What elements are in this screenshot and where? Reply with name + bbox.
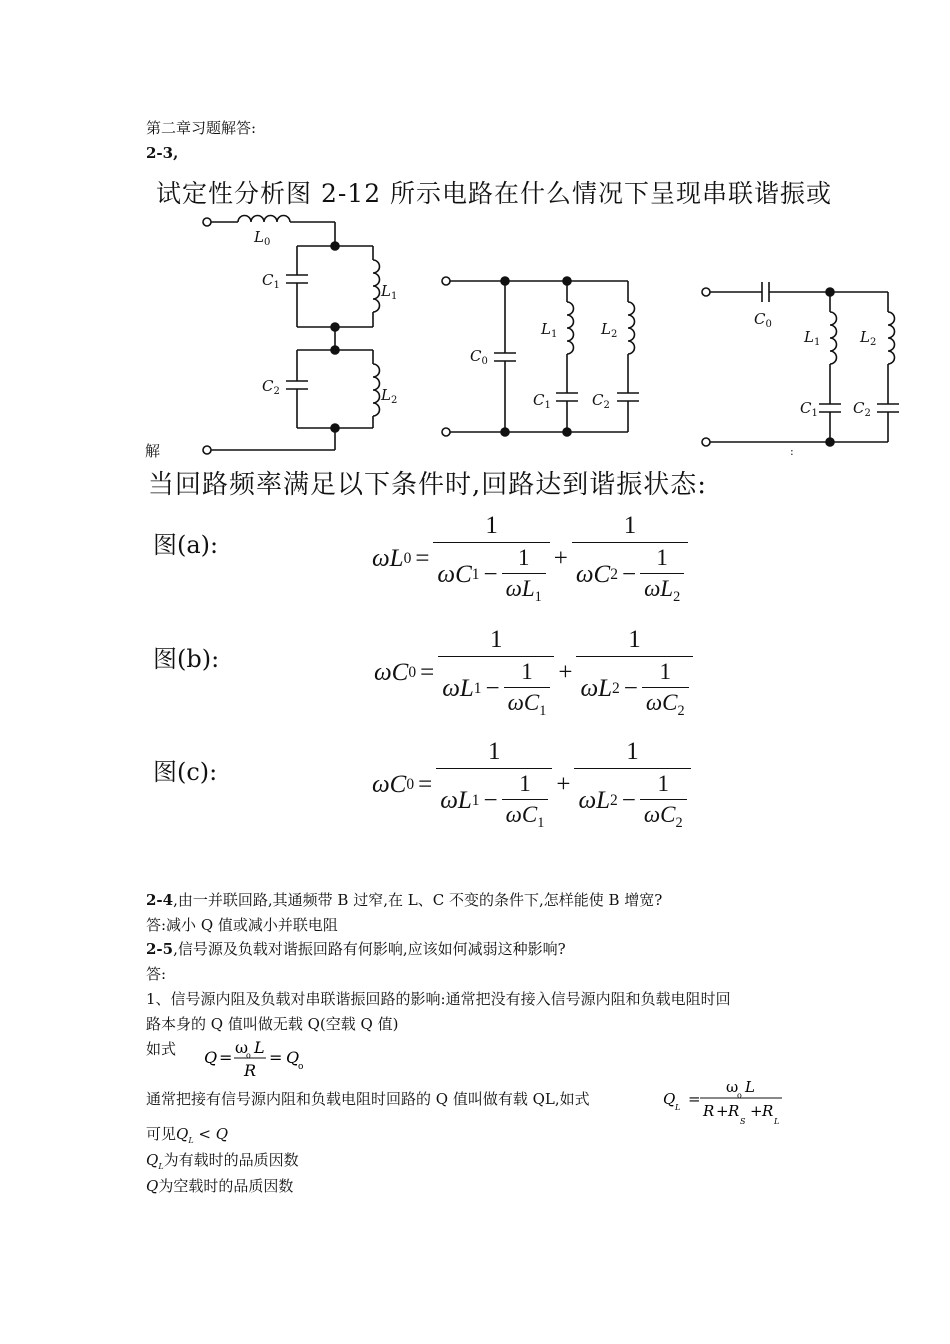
answer-mark: 解 (145, 442, 161, 460)
label-b-L2: $L_2$ (601, 320, 618, 340)
svg-text:Q: Q (286, 1048, 300, 1067)
label-a-L2: $L_2$ (381, 386, 398, 406)
ql-definition: $Q_L$为有载时的品质因数 (146, 1151, 299, 1171)
svg-text:Q: Q (204, 1048, 218, 1067)
svg-text:+: + (750, 1102, 763, 1120)
formula-label: 如式 (146, 1040, 177, 1058)
label-c-C1: $C_1$ (800, 399, 818, 419)
formula-ql (660, 1074, 790, 1128)
svg-text:=: = (269, 1048, 283, 1067)
comparison-line: 可见$Q_L < Q$ (146, 1125, 229, 1145)
problem-number-2-5: 2-5 (146, 940, 174, 958)
answer-2-5-mark: 答: (146, 965, 167, 983)
svg-text:ω: ω (726, 1078, 739, 1096)
svg-text:o: o (246, 1051, 251, 1060)
label-a-C1: $C_1$ (262, 271, 280, 291)
q-definition: Q为空载时的品质因数 (146, 1177, 294, 1195)
svg-text:R: R (703, 1102, 715, 1120)
equation-b: ωC 0 = 1 ωL 1 − $\frac{1}{\omega C_1}$ + 1 ωL 2 − $\frac{1}{\omega C_2}$ (374, 626, 693, 720)
svg-text:R: R (728, 1102, 740, 1120)
answer-2-5-line1: 1、信号源内阻及负载对串联谐振回路的影响:通常把没有接入信号源内阻和负载电阻时回 (146, 990, 731, 1008)
label-c-L2: $L_2$ (860, 328, 877, 348)
problem-number-2-3: 2-3, (146, 144, 179, 162)
problem-2-5: 2-5,信号源及负载对谐振回路有何影响,应该如何减弱这种影响? (146, 940, 566, 958)
svg-text:L: L (745, 1078, 755, 1096)
svg-text:=: = (688, 1090, 701, 1108)
label-a-L0: $L_0$ (254, 228, 271, 248)
svg-text:=: = (219, 1048, 233, 1067)
svg-text:S: S (740, 1117, 746, 1126)
svg-text:ω: ω (235, 1038, 249, 1057)
problem-statement: 试定性分析图 2-12 所示电路在什么情况下呈现串联谐振或 (156, 179, 833, 208)
label-a-C2: $C_2$ (262, 377, 280, 397)
svg-text:o: o (298, 1062, 304, 1072)
chapter-title: 第二章习题解答: (146, 119, 257, 137)
eq-b-label: 图(b): (153, 645, 220, 673)
stray-colon: : (790, 445, 794, 458)
eq-a-label: 图(a): (153, 531, 219, 559)
label-c-C2: $C_2$ (853, 399, 871, 419)
svg-text:o: o (737, 1091, 742, 1100)
circuit-c (702, 282, 899, 446)
svg-text:R: R (762, 1102, 774, 1120)
svg-text:Q: Q (663, 1090, 676, 1108)
svg-text:L: L (675, 1103, 681, 1112)
label-b-C2: $C_2$ (592, 391, 610, 411)
equation-c: ωC 0 = 1 ωL 1 − $\frac{1}{\omega C_1}$ + 1 ωL 2 − $\frac{1}{\omega C_2}$ (372, 738, 691, 832)
label-c-L1: $L_1$ (804, 328, 821, 348)
label-b-C0: $C_0$ (470, 347, 488, 367)
svg-text:L: L (774, 1117, 780, 1126)
circuit-a (203, 216, 380, 455)
label-b-L1: $L_1$ (541, 320, 558, 340)
label-a-L1: $L_1$ (381, 282, 398, 302)
answer-2-5-line2: 路本身的 Q 值叫做无载 Q(空载 Q 值) (146, 1015, 399, 1033)
equation-a: ωL 0 = 1 ωC 1 − $\frac{1}{\omega L_1}$ + 1 ωC 2 − $\frac{1}{\omega L_2}$ (372, 512, 688, 606)
resonance-condition: 当回路频率满足以下条件时,回路达到谐振状态: (148, 470, 708, 500)
answer-2-4: 答:减小 Q 值或减小并联电阻 (146, 916, 338, 934)
problem-number-2-4: 2-4 (146, 891, 174, 909)
label-b-C1: $C_1$ (533, 391, 551, 411)
svg-text:+: + (716, 1102, 729, 1120)
eq-c-label: 图(c): (153, 758, 218, 786)
label-c-C0: $C_0$ (754, 310, 772, 330)
formula-q0 (198, 1036, 318, 1082)
problem-2-4: 2-4,由一并联回路,其通频带 B 过窄,在 L、C 不变的条件下,怎样能使 B 增宽? (146, 891, 663, 909)
svg-text:R: R (244, 1061, 257, 1080)
svg-text:L: L (254, 1038, 265, 1057)
answer-2-5-loaded-q: 通常把接有信号源内阻和负载电阻时回路的 Q 值叫做有载 QL,如式 (146, 1090, 590, 1108)
